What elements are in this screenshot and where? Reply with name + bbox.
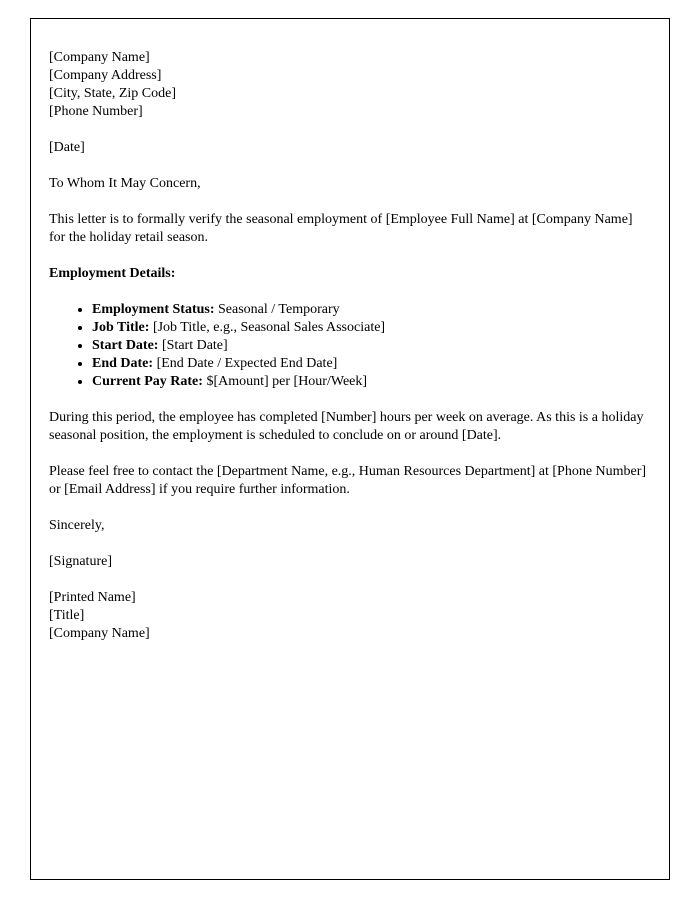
detail-item-end-date xyxy=(92,355,651,373)
company-address-line: [Company Address] xyxy=(49,68,162,83)
date-line: [Date] xyxy=(49,140,85,155)
detail-value: [End Date / Expected End Date] xyxy=(156,356,338,371)
company-header-block xyxy=(49,49,651,121)
details-heading: Employment Details: xyxy=(49,266,176,281)
signoff-company-line: [Company Name] xyxy=(49,626,150,641)
contact-paragraph: Please feel free to contact the [Department Name, e.g., Human Resources Department] at [Phone Number] or [Email Address] if you require further information. xyxy=(49,464,647,497)
detail-value: [Job Title, e.g., Seasonal Sales Associate] xyxy=(152,320,386,335)
intro-paragraph: This letter is to formally verify the seasonal employment of [Employee Full Name] at [Company Name] for the holiday retail season. xyxy=(49,212,633,245)
detail-item-status xyxy=(92,301,651,319)
detail-item-job-title xyxy=(92,319,651,337)
title-line: [Title] xyxy=(49,608,85,623)
detail-label: Employment Status: xyxy=(92,302,215,317)
closing-line: Sincerely, xyxy=(49,518,105,533)
letter-page xyxy=(30,18,670,880)
detail-value: [Start Date] xyxy=(161,338,228,353)
detail-label: Job Title: xyxy=(92,320,150,335)
detail-value: $[Amount] per [Hour/Week] xyxy=(206,374,368,389)
signature-line: [Signature] xyxy=(49,554,112,569)
letter-content xyxy=(31,19,669,679)
hours-paragraph: During this period, the employee has completed [Number] hours per week on average. As this is a holiday seasonal position, the employment is scheduled to conclude on or around [Date]. xyxy=(49,410,644,443)
salutation: To Whom It May Concern, xyxy=(49,176,201,191)
details-list xyxy=(49,301,651,391)
detail-label: Current Pay Rate: xyxy=(92,374,203,389)
detail-item-pay-rate xyxy=(92,373,651,391)
printed-name-line: [Printed Name] xyxy=(49,590,136,605)
signoff-block xyxy=(49,589,651,643)
detail-label: End Date: xyxy=(92,356,154,371)
detail-value: Seasonal / Temporary xyxy=(218,302,340,317)
company-city-line: [City, State, Zip Code] xyxy=(49,86,177,101)
company-phone-line: [Phone Number] xyxy=(49,104,143,119)
detail-item-start-date xyxy=(92,337,651,355)
detail-label: Start Date: xyxy=(92,338,159,353)
company-name-line: [Company Name] xyxy=(49,50,150,65)
